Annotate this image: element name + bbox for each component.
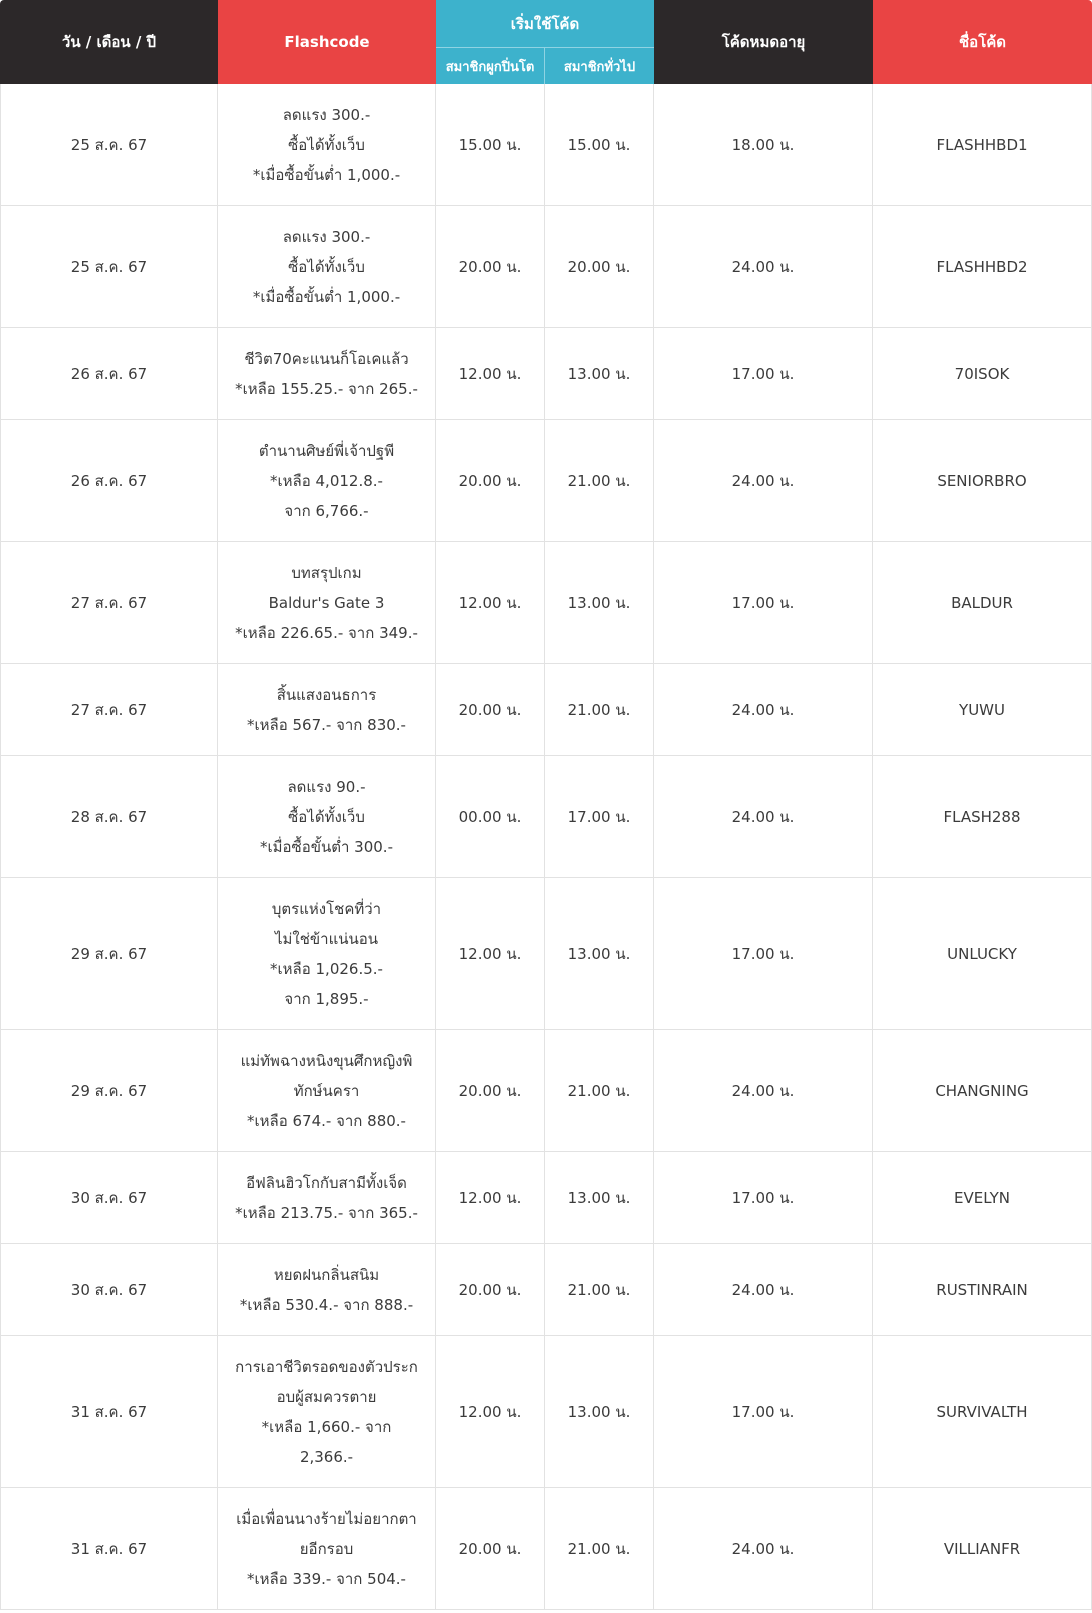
cell-start-general: 13.00 น. [545,542,654,664]
cell-expire: 24.00 น. [654,1030,873,1152]
table-row [0,84,1092,206]
cell-start-member: 20.00 น. [436,420,545,542]
flashcode-line: อีฟลินฮิวโกกับสามีทั้งเจ็ด [246,1173,407,1192]
flashcode-line: สิ้นแสงอนธการ [276,685,377,704]
cell-start-member: 20.00 น. [436,1244,545,1336]
cell-flashcode [218,878,436,1030]
flashcode-line: ลดแรง 300.- [282,105,371,124]
cell-date: 29 ส.ค. 67 [0,1030,218,1152]
flashcode-line: ไม่ใช่ข้าแน่นอน [274,929,379,948]
cell-start-general: 21.00 น. [545,1488,654,1610]
cell-flashcode [218,206,436,328]
cell-date: 29 ส.ค. 67 [0,878,218,1030]
table-row [0,1336,1092,1488]
flashcode-line: จาก 1,895.- [284,989,369,1008]
flashcode-line: *เหลือ 226.65.- จาก 349.- [235,623,418,642]
header-flashcode: Flashcode [218,0,436,84]
cell-date: 31 ส.ค. 67 [0,1488,218,1610]
cell-code-name: RUSTINRAIN [873,1244,1092,1336]
flashcode-line: เมื่อเพื่อนนางร้ายไม่อยากตา [236,1509,417,1528]
cell-flashcode [218,756,436,878]
flashcode-line: *เหลือ 674.- จาก 880.- [247,1111,406,1130]
cell-start-member: 12.00 น. [436,878,545,1030]
header-date: วัน / เดือน / ปี [0,0,218,84]
table-row [0,664,1092,756]
flashcode-line: *เหลือ 1,026.5.- [270,959,383,978]
flashcode-line: ซื้อได้ทั้งเว็บ [288,807,365,826]
cell-flashcode [218,420,436,542]
flashcode-line: จาก 6,766.- [284,501,369,520]
cell-flashcode [218,542,436,664]
flashcode-line: *เมื่อซื้อขั้นต่ำ 1,000.- [252,165,401,184]
cell-date: 27 ส.ค. 67 [0,542,218,664]
cell-start-general: 21.00 น. [545,1030,654,1152]
flashcode-line: *เมื่อซื้อขั้นต่ำ 300.- [260,837,393,856]
cell-code-name: FLASH288 [873,756,1092,878]
cell-start-member: 12.00 น. [436,1152,545,1244]
header-start-member: สมาชิกผูกปิ่นโต [436,47,545,84]
flashcode-line: ตำนานศิษย์พี่เจ้าปฐพี [258,441,395,460]
cell-date: 27 ส.ค. 67 [0,664,218,756]
cell-code-name: UNLUCKY [873,878,1092,1030]
cell-code-name: VILLIANFR [873,1488,1092,1610]
flashcode-line: *เหลือ 4,012.8.- [270,471,383,490]
cell-start-general: 21.00 น. [545,664,654,756]
cell-expire: 24.00 น. [654,756,873,878]
table-row [0,1244,1092,1336]
cell-expire: 17.00 น. [654,328,873,420]
cell-expire: 17.00 น. [654,542,873,664]
table-row [0,1488,1092,1610]
table-body [0,84,1092,1610]
cell-start-member: 15.00 น. [436,84,545,206]
flashcode-line: ทักษ์นครา [293,1081,360,1100]
cell-code-name: YUWU [873,664,1092,756]
cell-date: 25 ส.ค. 67 [0,206,218,328]
flashcode-line: หยดฝนกลิ่นสนิม [273,1265,380,1284]
table-row [0,542,1092,664]
flashcode-line: Baldur's Gate 3 [268,593,385,612]
cell-code-name: FLASHHBD2 [873,206,1092,328]
flashcode-line: 2,366.- [299,1447,354,1466]
cell-date: 30 ส.ค. 67 [0,1152,218,1244]
cell-date: 26 ส.ค. 67 [0,328,218,420]
flashcode-line: ลดแรง 90.- [287,777,366,796]
cell-expire: 24.00 น. [654,206,873,328]
cell-start-member: 12.00 น. [436,328,545,420]
flashcode-line: *เหลือ 567.- จาก 830.- [247,715,406,734]
cell-flashcode [218,1244,436,1336]
flashcode-line: บุตรแห่งโชคที่ว่า [271,899,382,918]
flashcode-line: ซื้อได้ทั้งเว็บ [288,257,365,276]
flashcode-line: อบผู้สมควรตาย [276,1387,377,1406]
cell-flashcode [218,1336,436,1488]
flashcode-line: ยอีกรอบ [299,1539,354,1558]
cell-start-general: 13.00 น. [545,328,654,420]
flashcode-line: *เหลือ 339.- จาก 504.- [247,1569,406,1588]
cell-start-member: 12.00 น. [436,542,545,664]
flashcode-line: ลดแรง 300.- [282,227,371,246]
cell-start-general: 13.00 น. [545,878,654,1030]
cell-flashcode [218,664,436,756]
cell-expire: 18.00 น. [654,84,873,206]
cell-code-name: 70ISOK [873,328,1092,420]
cell-flashcode [218,84,436,206]
cell-start-general: 15.00 น. [545,84,654,206]
flashcode-line: ชีวิต70คะแนนก็โอเคแล้ว [244,349,409,368]
table-row [0,328,1092,420]
cell-start-member: 20.00 น. [436,664,545,756]
cell-flashcode [218,1488,436,1610]
cell-start-member: 00.00 น. [436,756,545,878]
cell-code-name: EVELYN [873,1152,1092,1244]
flashcode-line: แม่ทัพฉางหนิงขุนศึกหญิงพิ [240,1051,413,1070]
cell-date: 25 ส.ค. 67 [0,84,218,206]
flashcode-line: บทสรุปเกม [291,563,362,582]
table-row [0,420,1092,542]
cell-code-name: SURVIVALTH [873,1336,1092,1488]
header-start-general: สมาชิกทั่วไป [545,47,654,84]
flashcode-line: *เหลือ 1,660.- จาก [261,1417,392,1436]
cell-start-member: 20.00 น. [436,206,545,328]
cell-expire: 17.00 น. [654,878,873,1030]
header-expire: โค้ดหมดอายุ [654,0,873,84]
flashcode-line: *เมื่อซื้อขั้นต่ำ 1,000.- [252,287,401,306]
cell-expire: 24.00 น. [654,420,873,542]
flashcode-line: *เหลือ 155.25.- จาก 265.- [235,379,418,398]
cell-start-general: 17.00 น. [545,756,654,878]
cell-expire: 24.00 น. [654,1488,873,1610]
cell-date: 30 ส.ค. 67 [0,1244,218,1336]
header-code-name: ชื่อโค้ด [873,0,1092,84]
cell-expire: 17.00 น. [654,1336,873,1488]
cell-date: 26 ส.ค. 67 [0,420,218,542]
cell-code-name: SENIORBRO [873,420,1092,542]
cell-code-name: BALDUR [873,542,1092,664]
table-row [0,756,1092,878]
cell-start-general: 21.00 น. [545,1244,654,1336]
cell-flashcode [218,1152,436,1244]
cell-flashcode [218,328,436,420]
cell-start-general: 13.00 น. [545,1336,654,1488]
table-row [0,878,1092,1030]
cell-start-member: 20.00 น. [436,1030,545,1152]
flashcode-line: *เหลือ 213.75.- จาก 365.- [235,1203,418,1222]
cell-start-general: 13.00 น. [545,1152,654,1244]
cell-code-name: CHANGNING [873,1030,1092,1152]
header-start: เริ่มใช้โค้ด [436,0,654,47]
flashcode-line: ซื้อได้ทั้งเว็บ [288,135,365,154]
cell-start-member: 12.00 น. [436,1336,545,1488]
flashcode-line: *เหลือ 530.4.- จาก 888.- [239,1295,414,1314]
cell-date: 31 ส.ค. 67 [0,1336,218,1488]
table-row [0,1030,1092,1152]
cell-expire: 24.00 น. [654,664,873,756]
cell-start-general: 21.00 น. [545,420,654,542]
cell-expire: 17.00 น. [654,1152,873,1244]
flashcode-line: การเอาชีวิตรอดของตัวประก [235,1357,418,1376]
cell-expire: 24.00 น. [654,1244,873,1336]
table-header [0,0,1092,84]
cell-code-name: FLASHHBD1 [873,84,1092,206]
cell-start-general: 20.00 น. [545,206,654,328]
table-row [0,1152,1092,1244]
cell-start-member: 20.00 น. [436,1488,545,1610]
cell-flashcode [218,1030,436,1152]
cell-date: 28 ส.ค. 67 [0,756,218,878]
table-row [0,206,1092,328]
